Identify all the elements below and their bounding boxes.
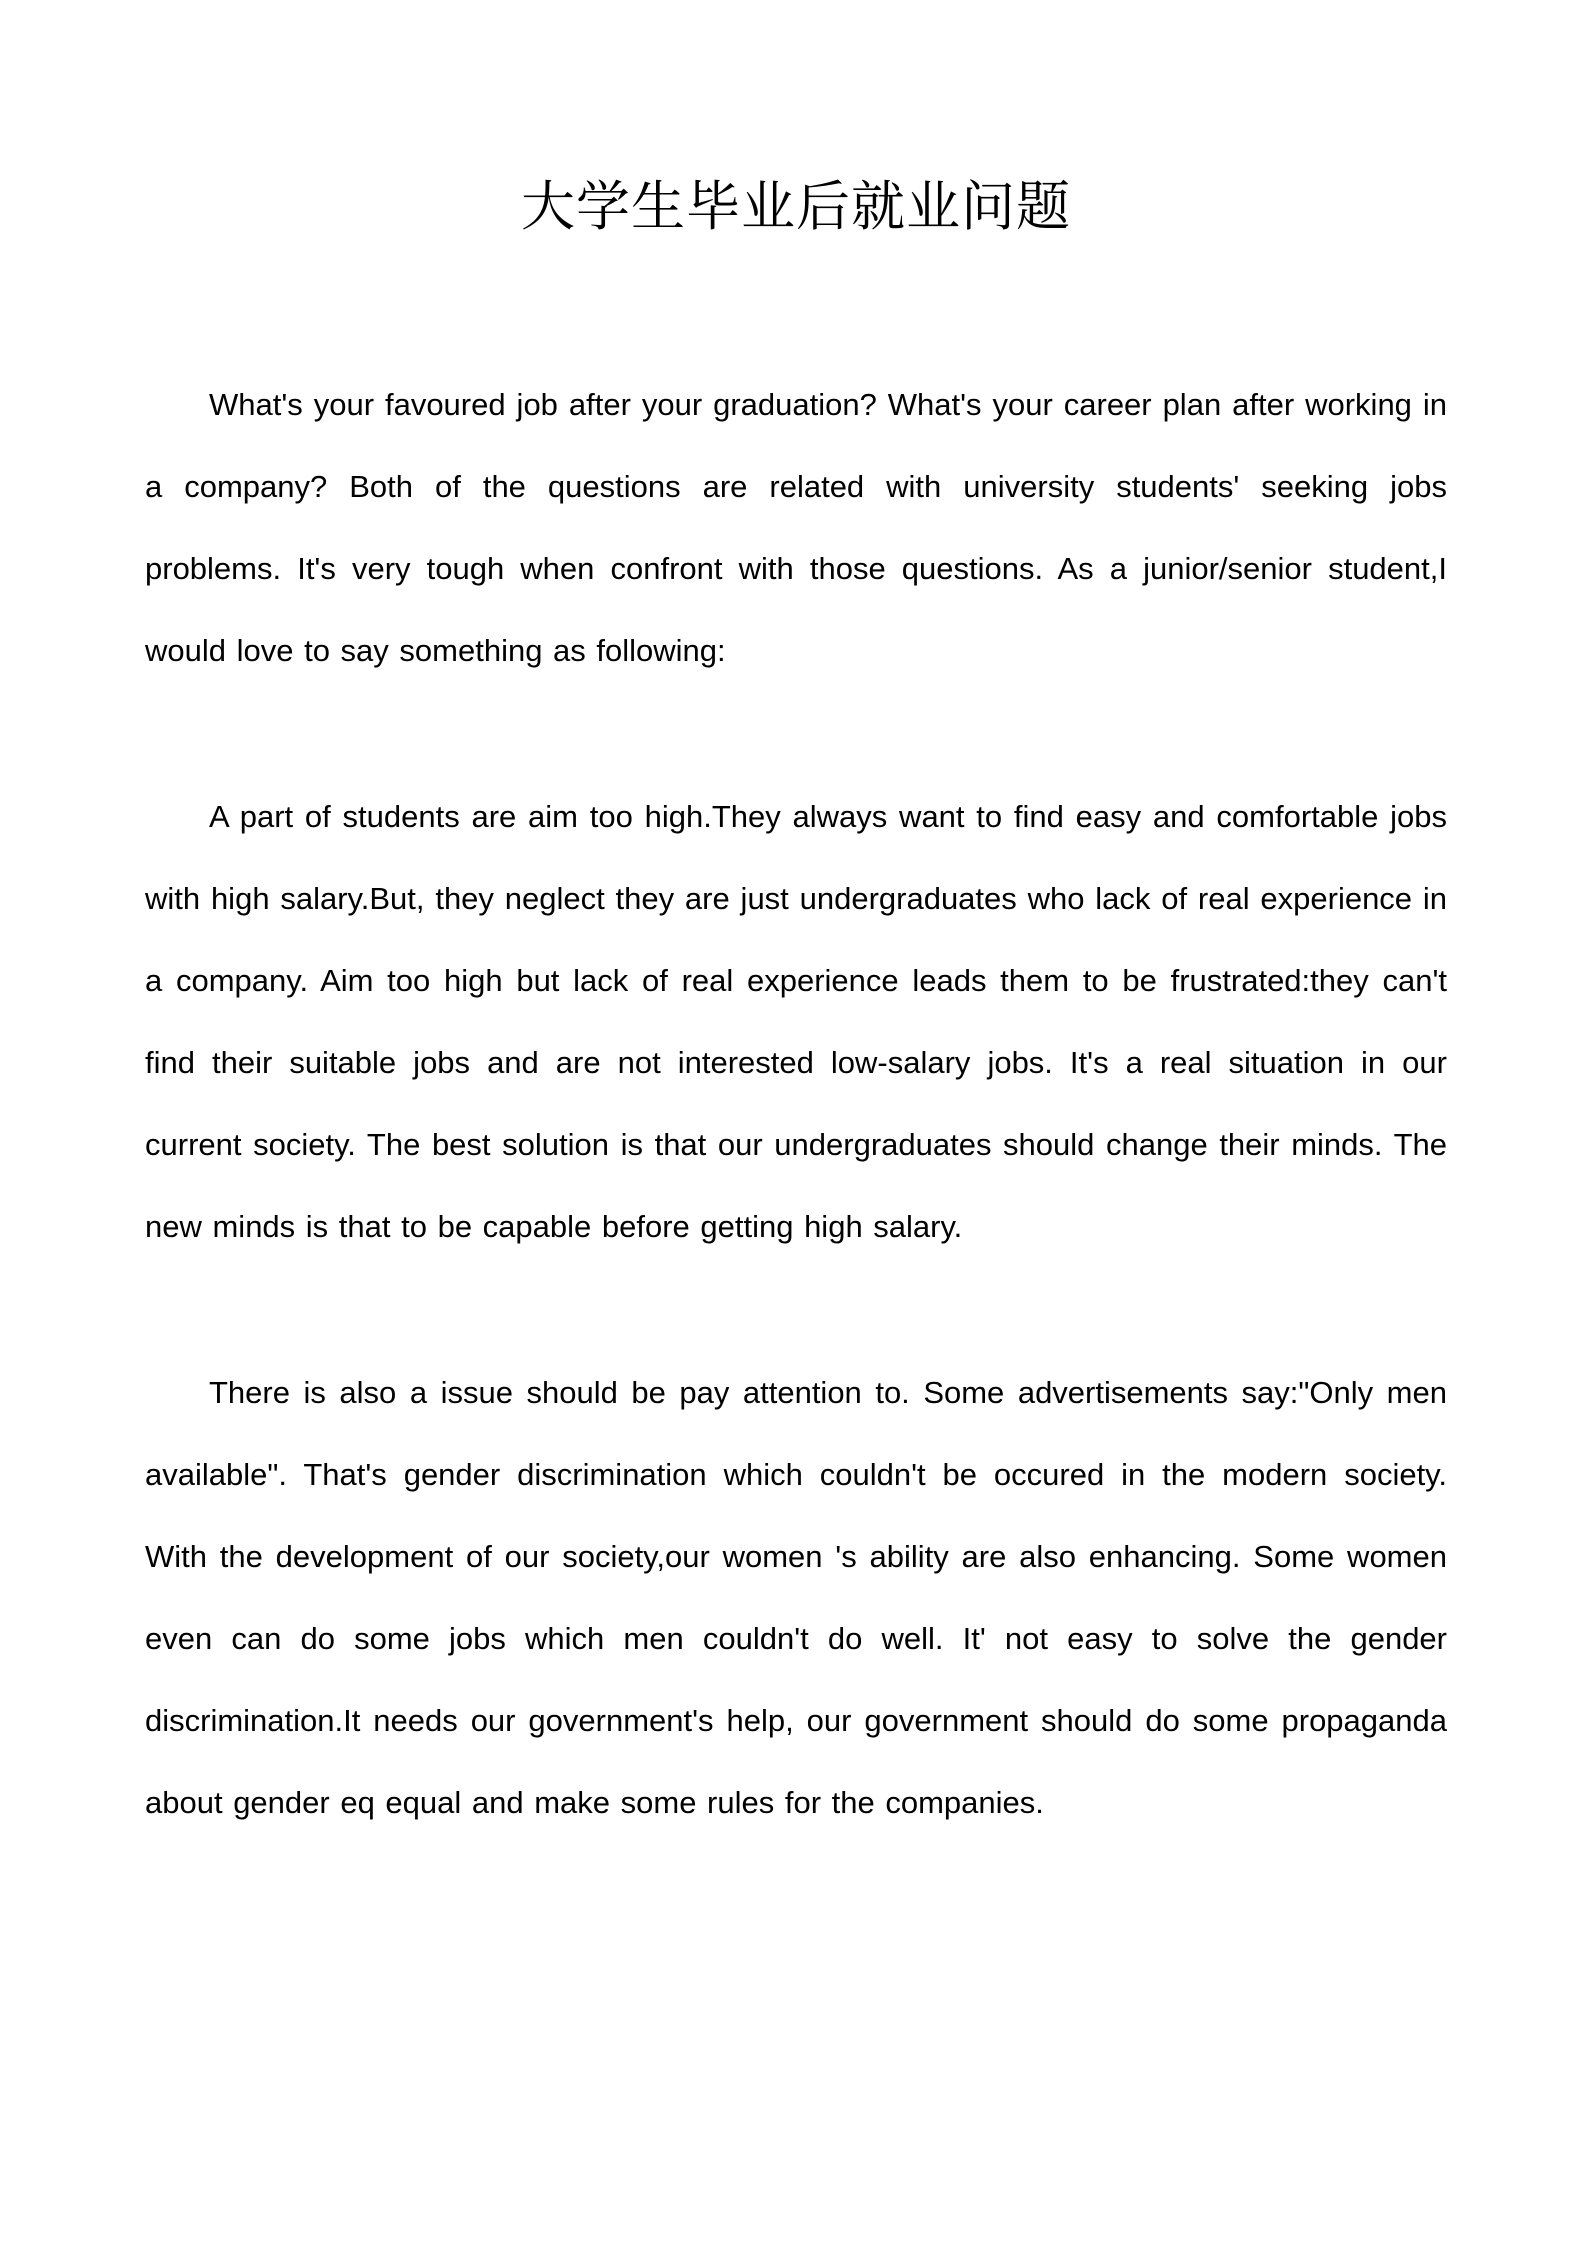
paragraph-conclusion: There is also a issue should be pay attention to. Some advertisements say:"Only men available". That's gender discrimination which couldn't be occured in the modern society. With the development of our society,our women 's ability are also enhancing. Some women even can do some jobs which men couldn't do well. It' not easy to solve the gender discrimination.It needs our government's help, our government should do some propaganda about gender eq equal and make some rules for the companies. xyxy=(145,1375,1447,1820)
page-title: 大学生毕业后就业问题 xyxy=(521,177,1071,237)
paragraph-intro: What's your favoured job after your graduation? What's your career plan after working in a company? Both of the questions are related with university students' seeking jobs problems. It's very tough when confront with those questions. As a junior/senior student,I would love to say something as following: xyxy=(145,387,1447,668)
paragraph-body: A part of students are aim too high.They always want to find easy and comfortable jobs with high salary.But, they neglect they are just undergraduates who lack of real experience in a company. Aim too high but lack of real experience leads them to be frustrated:they can't find their suitable jobs and are not interested low-salary jobs. It's a real situation in our current society. The best solution is that our undergraduates should change their minds. The new minds is that to be capable before getting high salary. xyxy=(145,799,1447,1244)
